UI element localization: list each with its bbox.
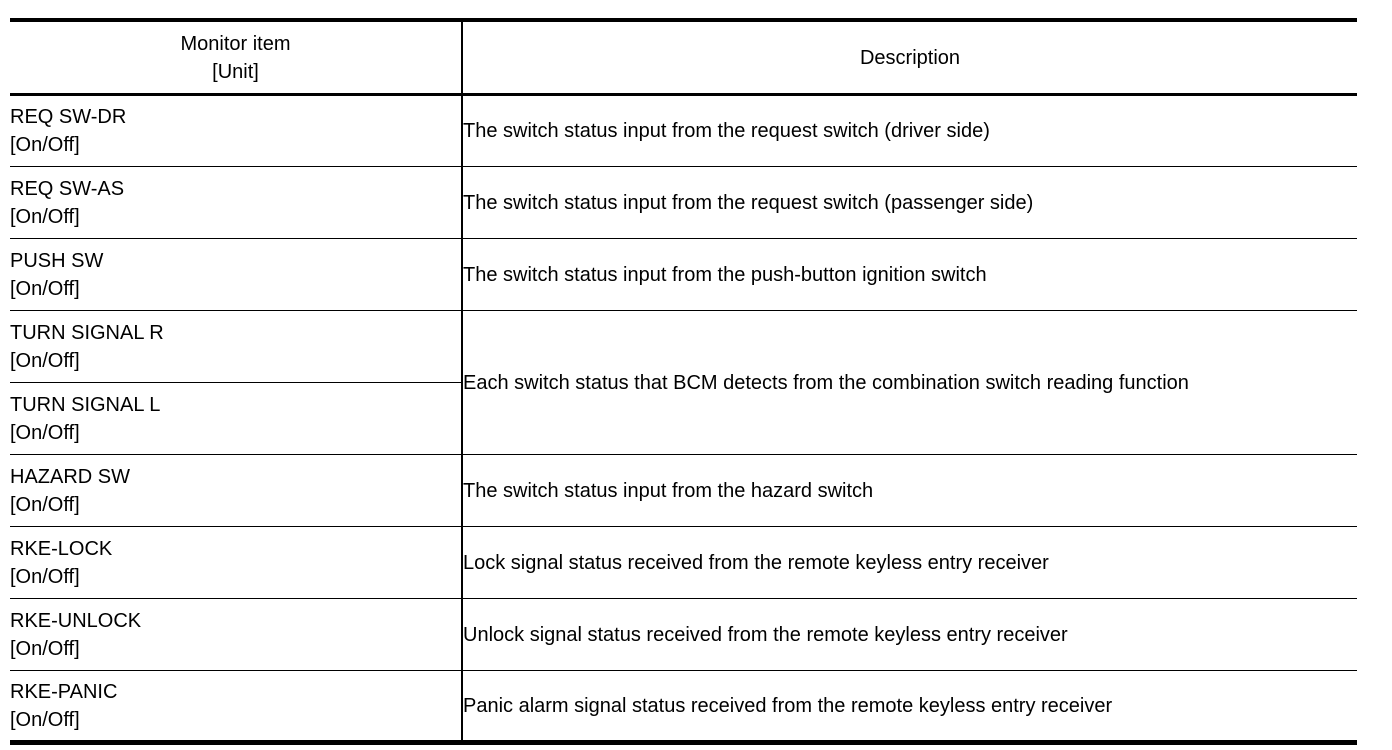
- monitor-item-unit: [On/Off]: [10, 708, 80, 731]
- table-row: [10, 239, 1357, 311]
- description-cell: Lock signal status received from the remote keyless entry receiver: [463, 551, 1049, 574]
- monitor-item-name: REQ SW-DR: [10, 106, 127, 128]
- description-cell: The switch status input from the hazard switch: [463, 479, 874, 502]
- monitor-item-cell: [10, 455, 462, 527]
- monitor-item-cell: [10, 311, 462, 383]
- monitor-item-unit: [On/Off]: [10, 134, 80, 156]
- monitor-item-name: RKE-PANIC: [10, 680, 118, 703]
- monitor-item-unit: [On/Off]: [10, 349, 80, 372]
- table-row: [10, 599, 1357, 671]
- monitor-item-name: TURN SIGNAL R: [10, 321, 164, 344]
- monitor-item-table: [10, 18, 1357, 745]
- monitor-item-name: RKE-UNLOCK: [10, 609, 142, 632]
- table-row: [10, 671, 1357, 743]
- monitor-item-cell: [10, 95, 462, 167]
- monitor-item-unit: [On/Off]: [10, 205, 80, 228]
- monitor-item-unit: [On/Off]: [10, 421, 80, 444]
- monitor-item-cell: [10, 527, 462, 599]
- monitor-item-name: RKE-LOCK: [10, 537, 113, 560]
- monitor-item-name: REQ SW-AS: [10, 177, 125, 200]
- description-cell-merged: Each switch status that BCM detects from the combination switch reading function: [463, 371, 1189, 394]
- description-cell: Unlock signal status received from the remote keyless entry receiver: [463, 623, 1068, 646]
- monitor-item-unit: [On/Off]: [10, 277, 80, 300]
- description-cell: Panic alarm signal status received from the remote keyless entry receiver: [463, 694, 1113, 717]
- monitor-item-unit: [On/Off]: [10, 637, 80, 660]
- monitor-item-cell: [10, 383, 462, 455]
- monitor-item-name: PUSH SW: [10, 249, 104, 272]
- header-description: Description: [859, 46, 961, 69]
- header-monitor-item: [10, 20, 462, 95]
- table-row: [10, 455, 1357, 527]
- description-cell: The switch status input from the request switch (passenger side): [463, 191, 1034, 214]
- monitor-item-cell: [10, 167, 462, 239]
- monitor-item-name: TURN SIGNAL L: [10, 393, 161, 416]
- table-row: [10, 527, 1357, 599]
- header-monitor-item-label: Monitor item: [180, 32, 291, 55]
- description-cell: The switch status input from the push-button ignition switch: [463, 263, 987, 286]
- monitor-item-name: HAZARD SW: [10, 465, 130, 488]
- description-cell: The switch status input from the request switch (driver side): [463, 120, 990, 142]
- monitor-item-unit: [On/Off]: [10, 565, 80, 588]
- table-row: [10, 167, 1357, 239]
- table-header-row: [10, 20, 1357, 95]
- monitor-item-cell: [10, 599, 462, 671]
- monitor-item-cell: [10, 239, 462, 311]
- table-row: [10, 95, 1357, 167]
- monitor-item-unit: [On/Off]: [10, 493, 80, 516]
- monitor-item-cell: [10, 671, 462, 743]
- table-row: [10, 311, 1357, 383]
- header-unit-label: [Unit]: [212, 60, 259, 83]
